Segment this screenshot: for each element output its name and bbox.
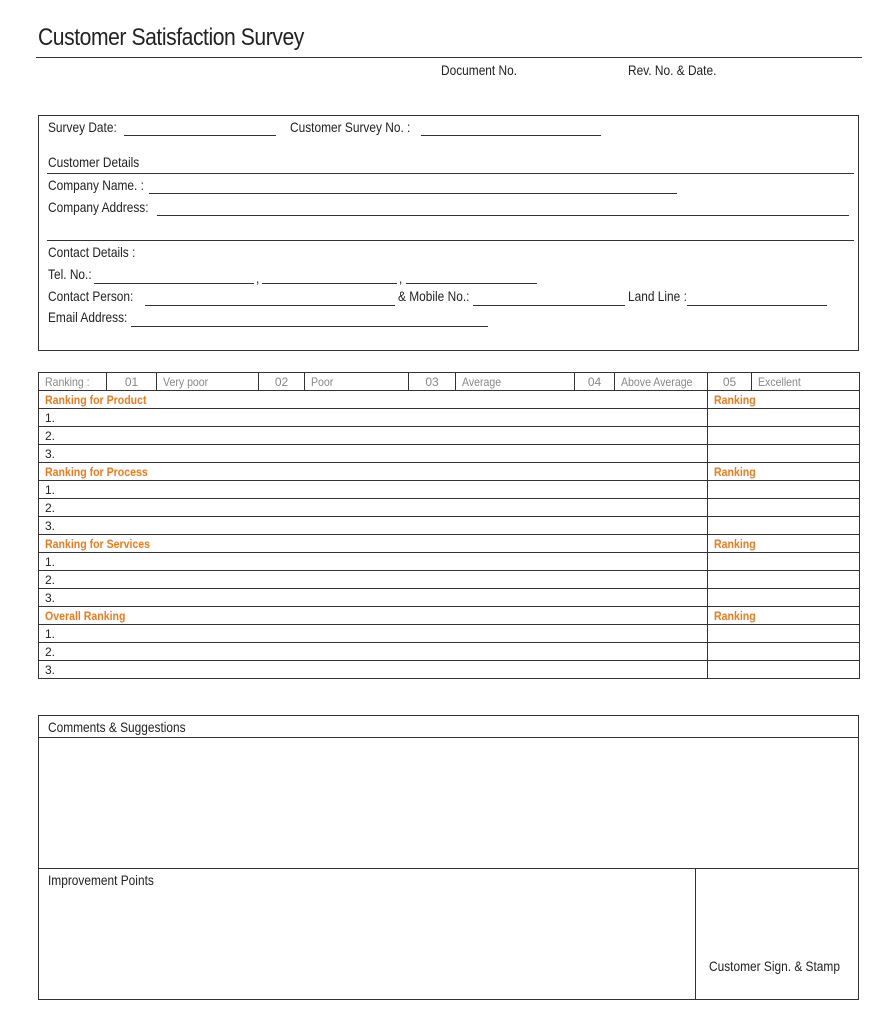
item-cell[interactable]: 2.	[39, 499, 708, 517]
contact-person-label: Contact Person:	[48, 288, 134, 304]
rank-cell[interactable]	[708, 625, 860, 643]
item-cell[interactable]: 2.	[39, 643, 708, 661]
section-title: Ranking for Process	[39, 463, 708, 481]
tel-no-label: Tel. No.:	[48, 266, 92, 282]
table-row	[39, 499, 860, 517]
scale-text-poor: Poor	[305, 373, 409, 391]
survey-date-label: Survey Date:	[48, 119, 117, 135]
email-field[interactable]	[131, 326, 488, 327]
page-title: Customer Satisfaction Survey	[38, 24, 304, 51]
table-row	[39, 643, 860, 661]
customer-details-heading: Customer Details	[48, 154, 140, 170]
improvement-area[interactable]	[39, 869, 695, 999]
section-header-services	[39, 535, 860, 553]
comments-label: Comments & Suggestions	[48, 719, 186, 735]
company-address-line-2[interactable]	[47, 240, 854, 241]
customer-details-box	[38, 115, 859, 351]
tel-no-field-1[interactable]	[94, 283, 254, 284]
item-cell[interactable]: 3.	[39, 517, 708, 535]
contact-person-field[interactable]	[145, 305, 395, 306]
rank-cell[interactable]	[708, 589, 860, 607]
survey-date-field[interactable]	[124, 135, 276, 136]
sign-stamp-label: Customer Sign. & Stamp	[709, 958, 840, 974]
section-rank-label: Ranking	[708, 535, 860, 553]
section-rank-label: Ranking	[708, 391, 860, 409]
rank-cell[interactable]	[708, 499, 860, 517]
feedback-box	[38, 715, 859, 1000]
rank-cell[interactable]	[708, 481, 860, 499]
ranking-scale-label: Ranking :	[39, 373, 107, 391]
scale-num-03: 03	[409, 373, 456, 391]
land-line-label: Land Line :	[628, 288, 687, 304]
table-row	[39, 589, 860, 607]
section-rank-label: Ranking	[708, 607, 860, 625]
table-row	[39, 445, 860, 463]
customer-details-rule	[47, 173, 854, 174]
company-name-label: Company Name. :	[48, 177, 144, 193]
table-row	[39, 553, 860, 571]
mobile-no-field[interactable]	[473, 305, 625, 306]
item-cell[interactable]: 1.	[39, 481, 708, 499]
rank-cell[interactable]	[708, 517, 860, 535]
item-cell[interactable]: 3.	[39, 445, 708, 463]
table-row	[39, 625, 860, 643]
item-cell[interactable]: 2.	[39, 427, 708, 445]
land-line-field[interactable]	[687, 305, 827, 306]
tel-separator-1: ,	[256, 270, 260, 286]
section-title: Ranking for Services	[39, 535, 708, 553]
tel-no-field-3[interactable]	[406, 283, 537, 284]
section-title: Ranking for Product	[39, 391, 708, 409]
table-row	[39, 661, 860, 679]
rank-cell[interactable]	[708, 427, 860, 445]
email-label: Email Address:	[48, 309, 128, 325]
section-title: Overall Ranking	[39, 607, 708, 625]
item-cell[interactable]: 3.	[39, 589, 708, 607]
company-address-field[interactable]	[157, 215, 849, 216]
scale-text-excellent: Excellent	[752, 373, 860, 391]
company-address-label: Company Address:	[48, 199, 149, 215]
item-cell[interactable]: 3.	[39, 661, 708, 679]
survey-no-label: Customer Survey No. :	[290, 119, 411, 135]
document-no-label: Document No.	[441, 62, 518, 78]
section-header-product	[39, 391, 860, 409]
scale-num-02: 02	[259, 373, 305, 391]
contact-details-heading: Contact Details :	[48, 244, 136, 260]
section-header-process	[39, 463, 860, 481]
table-row	[39, 409, 860, 427]
company-name-field[interactable]	[149, 193, 677, 194]
mobile-no-label: & Mobile No.:	[398, 288, 470, 304]
rank-cell[interactable]	[708, 643, 860, 661]
section-rank-label: Ranking	[708, 463, 860, 481]
title-divider	[36, 57, 862, 58]
ranking-table	[38, 372, 860, 679]
survey-no-field[interactable]	[421, 135, 601, 136]
improvement-label: Improvement Points	[48, 872, 154, 888]
scale-text-above-average: Above Average	[615, 373, 708, 391]
ranking-scale-row	[39, 373, 860, 391]
rank-cell[interactable]	[708, 661, 860, 679]
tel-no-field-2[interactable]	[262, 283, 397, 284]
rank-cell[interactable]	[708, 445, 860, 463]
rev-no-date-label: Rev. No. & Date.	[628, 62, 717, 78]
comments-area[interactable]	[39, 738, 858, 868]
item-cell[interactable]: 2.	[39, 571, 708, 589]
item-cell[interactable]: 1.	[39, 625, 708, 643]
scale-num-01: 01	[107, 373, 157, 391]
table-row	[39, 427, 860, 445]
table-row	[39, 481, 860, 499]
table-row	[39, 571, 860, 589]
scale-num-05: 05	[708, 373, 752, 391]
table-row	[39, 517, 860, 535]
tel-separator-2: ,	[399, 270, 403, 286]
rank-cell[interactable]	[708, 409, 860, 427]
item-cell[interactable]: 1.	[39, 409, 708, 427]
sign-area[interactable]	[696, 869, 858, 999]
item-cell[interactable]: 1.	[39, 553, 708, 571]
scale-num-04: 04	[575, 373, 615, 391]
scale-text-very-poor: Very poor	[157, 373, 259, 391]
section-header-overall	[39, 607, 860, 625]
rank-cell[interactable]	[708, 553, 860, 571]
scale-text-average: Average	[456, 373, 575, 391]
rank-cell[interactable]	[708, 571, 860, 589]
